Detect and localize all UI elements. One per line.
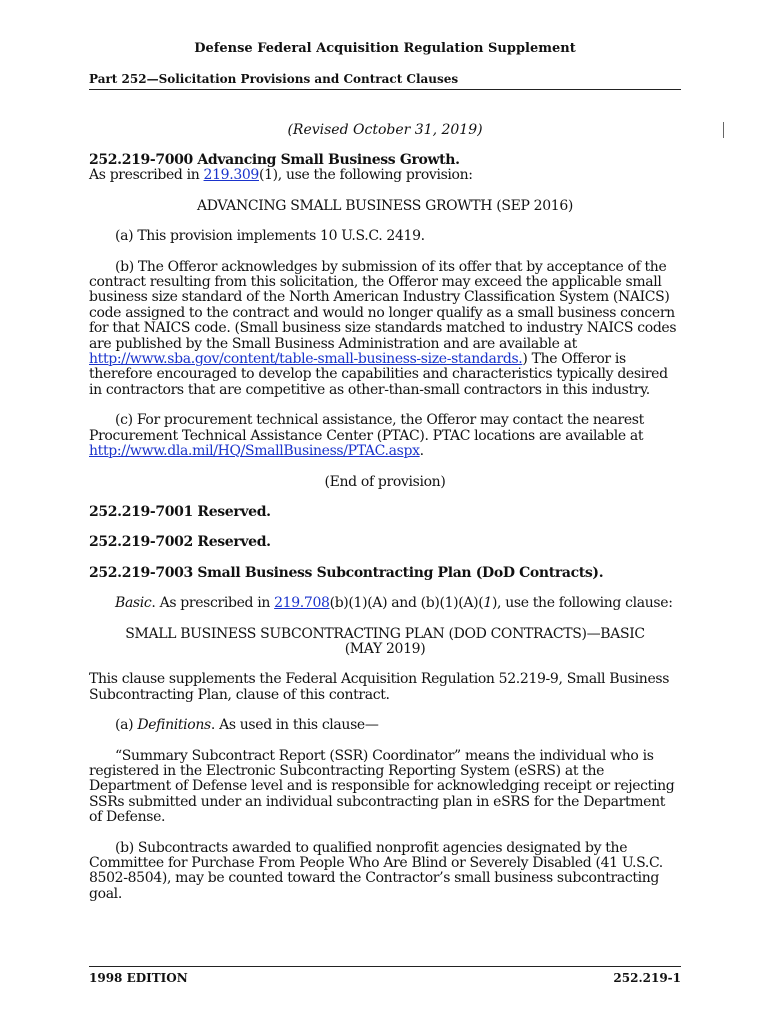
section-7003-heading: 252.219-7003 Small Business Subcontracting Plan (DoD Contracts). xyxy=(89,564,604,581)
provision-title: ADVANCING SMALL BUSINESS GROWTH (SEP 2016) xyxy=(196,197,573,214)
definitions-term: Definitions xyxy=(137,717,211,734)
basic-text: . As prescribed in xyxy=(151,595,275,612)
section-7000-heading: 252.219-7000 Advancing Small Business Growth. xyxy=(89,152,460,168)
document-body xyxy=(89,153,681,917)
change-bar xyxy=(723,122,724,138)
running-header-title: Defense Federal Acquisition Regulation Supplement xyxy=(194,41,576,56)
end-of-provision: (End of provision) xyxy=(324,473,446,490)
section-7001-heading: 252.219-7001 Reserved. xyxy=(89,503,271,520)
part-title: Part 252—Solicitation Provisions and Contract Clauses xyxy=(89,72,681,90)
para-b-text-after: ) The Offeror is therefore encouraged to develop the capabilities and characteristics typically desired in contractors that are competitive as other-than-small contractors in this industry. xyxy=(89,351,668,398)
provision-para-c xyxy=(89,413,681,459)
clause-title-line2: (MAY 2019) xyxy=(344,640,426,657)
provision-para-b xyxy=(89,260,681,399)
para-c-text: (c) For procurement technical assistance, the Offeror may contact the nearest Procurement Technical Assistance Center (PTAC). PTAC locations are available at xyxy=(89,412,644,444)
edition-label: 1998 EDITION xyxy=(89,971,188,985)
para-a-after: . As used in this clause— xyxy=(210,717,379,734)
para-b-text: (b) The Offeror acknowledges by submission of its offer that by acceptance of the contract resulting from this solicitation, the Offeror may exceed the applicable small business size standard of the North American Industry Classification System (NAICS) code assigned to the contract and would no longer qualify as a small business concern for that NAICS code. (Small business size standards matched to industry NAICS codes are published by the Small Business Administration and are available at xyxy=(89,258,677,352)
clause-title-line1: SMALL BUSINESS SUBCONTRACTING PLAN (DOD CONTRACTS)—BASIC xyxy=(125,625,645,642)
link-219-309[interactable]: 219.309 xyxy=(203,167,259,184)
section-7000-prescription xyxy=(89,168,681,183)
basic-text-mid: (b)(1)(A) and (b)(1)(A)( xyxy=(329,595,484,612)
clause-title xyxy=(89,627,681,658)
para-c-text-after: . xyxy=(419,443,424,460)
section-7003-basic xyxy=(89,596,681,611)
clause-para-a xyxy=(89,718,681,733)
page-number: 252.219-1 xyxy=(613,971,681,985)
clause-para-b: (b) Subcontracts awarded to qualified nonprofit agencies designated by the Committee for Purchase From People Who Are Blind or Severely Disabled (41 U.S.C. 8502-8504), may be counted toward the Contractor’s small business subcontracting goal. xyxy=(89,839,663,902)
page-footer xyxy=(89,966,681,985)
clause-supplement: This clause supplements the Federal Acquisition Regulation 52.219-9, Small Business Subcontracting Plan, clause of this contract. xyxy=(89,671,670,703)
basic-label: Basic xyxy=(115,595,152,612)
prescription-text-after: (1), use the following provision: xyxy=(259,167,473,184)
link-sba-size-standards[interactable]: http://www.sba.gov/content/table-small-business-size-standards. xyxy=(89,351,523,368)
link-dla-ptac[interactable]: http://www.dla.mil/HQ/SmallBusiness/PTAC.aspx xyxy=(89,443,420,460)
prescription-text: As prescribed in xyxy=(89,167,204,184)
basic-text-after: ), use the following clause: xyxy=(491,595,673,612)
revision-date: (Revised October 31, 2019) xyxy=(287,122,483,138)
ssr-coordinator-definition: “Summary Subcontract Report (SSR) Coordinator” means the individual who is registered in the Electronic Subcontracting Reporting System (eSRS) at the Department of Defense level and is responsible for acknowledging receipt or rejecting SSRs submitted under an individual subcontracting plan in eSRS for the Department of Defense. xyxy=(89,747,675,826)
para-a-label: (a) xyxy=(115,717,138,734)
basic-italic-one: 1 xyxy=(483,595,492,612)
section-7002-heading: 252.219-7002 Reserved. xyxy=(89,534,271,551)
provision-para-a: (a) This provision implements 10 U.S.C. 2419. xyxy=(115,228,425,245)
link-219-708[interactable]: 219.708 xyxy=(274,595,330,612)
